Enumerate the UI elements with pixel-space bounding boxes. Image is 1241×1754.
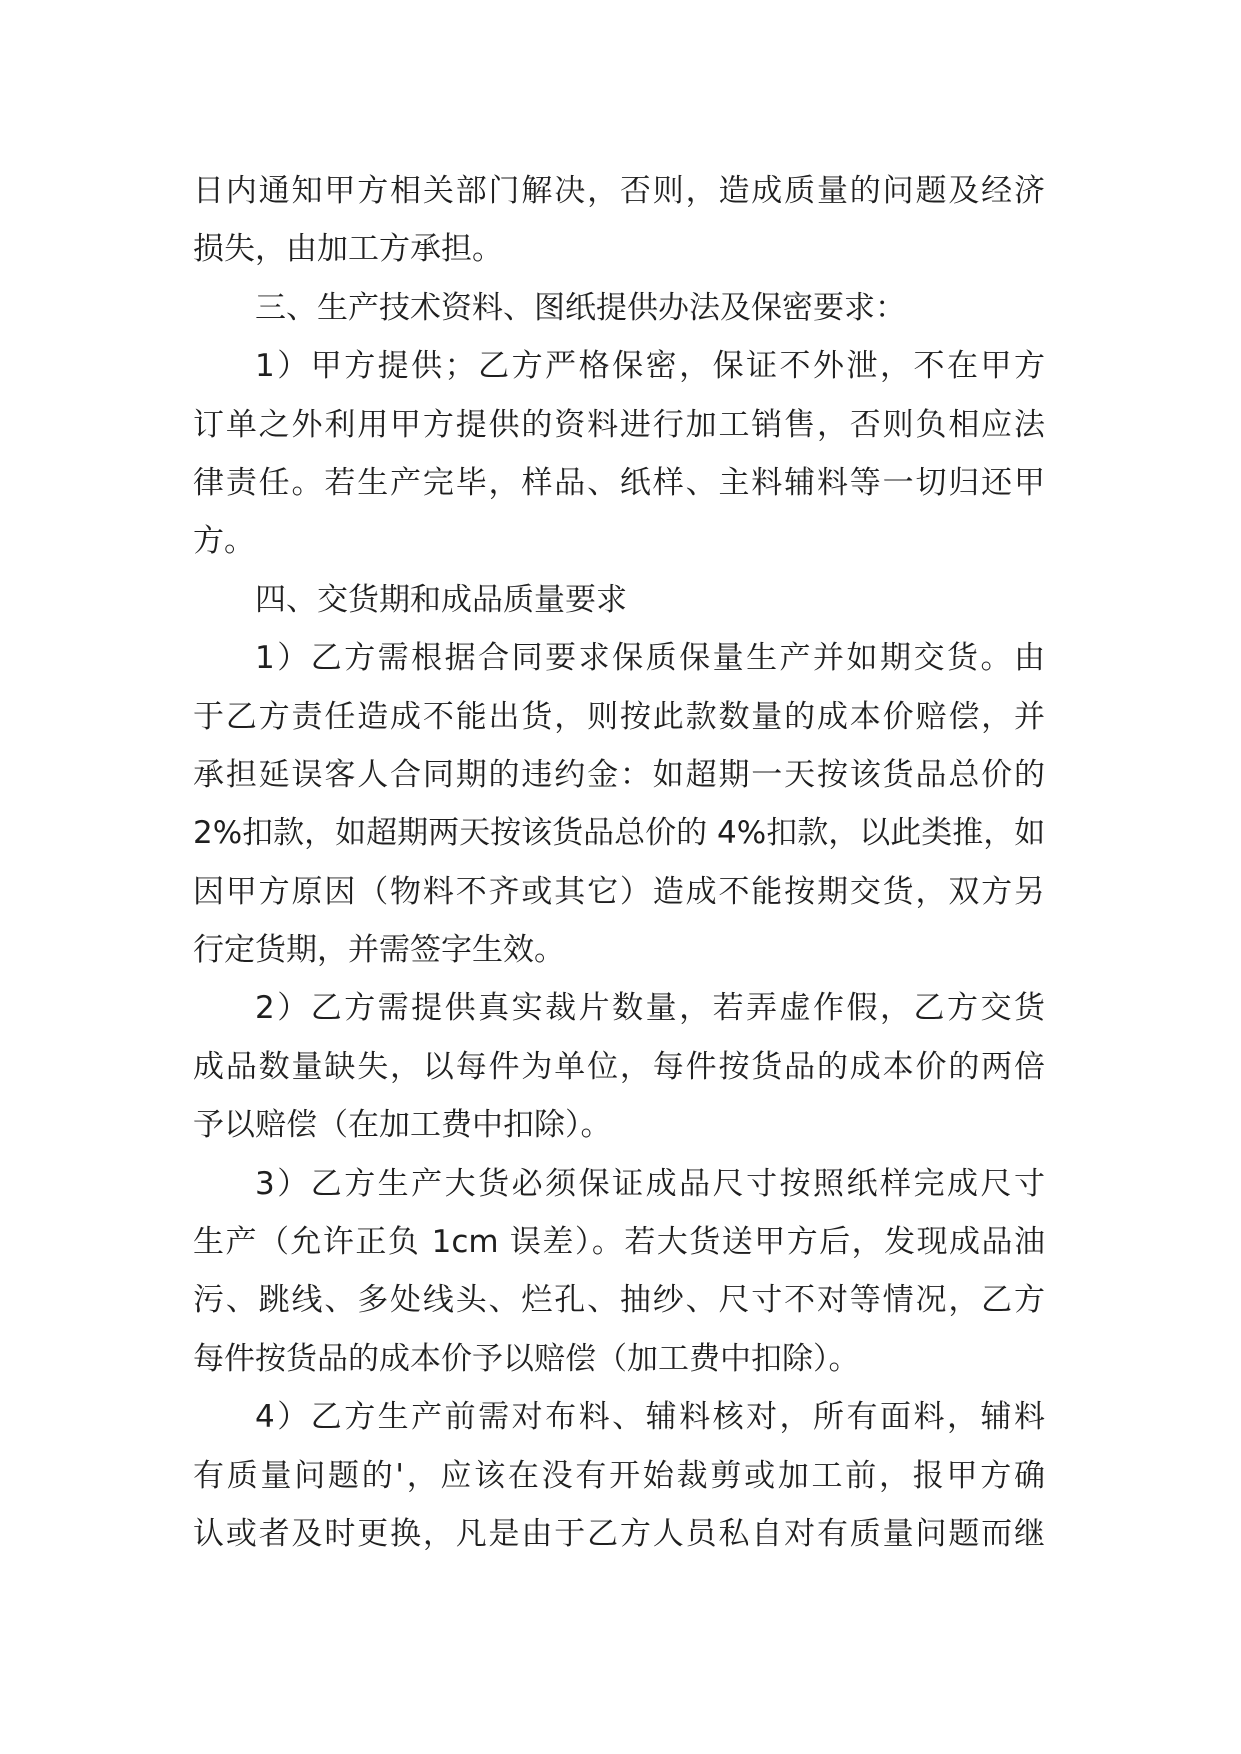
text-line: 于乙方责任造成不能出货，则按此款数量的成本价赔偿，并 xyxy=(193,698,1045,735)
text-line: 日内通知甲方相关部门解决，否则，造成质量的问题及经济 xyxy=(193,173,1045,209)
text-line: 1）甲方提供；乙方严格保密，保证不外泄，不在甲方 xyxy=(255,348,1045,385)
section-heading: 三、生产技术资料、图纸提供办法及保密要求： xyxy=(255,289,906,326)
text-line: 予以赔偿（在加工费中扣除）。 xyxy=(193,1107,612,1144)
text-line: 4）乙方生产前需对布料、辅料核对，所有面料，辅料 xyxy=(255,1399,1045,1436)
text-line: 因甲方原因（物料不齐或其它）造成不能按期交货，双方另 xyxy=(193,873,1045,910)
text-line: 订单之外利用甲方提供的资料进行加工销售，否则负相应法 xyxy=(193,406,1045,443)
text-line: 行定货期，并需签字生效。 xyxy=(193,932,565,969)
text-line: 认或者及时更换，凡是由于乙方人员私自对有质量问题而继 xyxy=(193,1515,1045,1552)
text-line: 1）乙方需根据合同要求保质保量生产并如期交货。由 xyxy=(255,640,1045,677)
text-line: 律责任。若生产完毕，样品、纸样、主料辅料等一切归还甲 xyxy=(193,464,1045,501)
text-line: 成品数量缺失，以每件为单位，每件按货品的成本价的两倍 xyxy=(193,1048,1045,1085)
section-heading: 四、交货期和成品质量要求 xyxy=(255,581,627,618)
text-line: 生产（允许正负 1cm 误差）。若大货送甲方后，发现成品油 xyxy=(193,1224,1045,1261)
document-body xyxy=(193,162,1045,1563)
text-line: 损失，由加工方承担。 xyxy=(193,231,503,268)
text-line: 2）乙方需提供真实裁片数量，若弄虚作假，乙方交货 xyxy=(255,990,1045,1027)
text-line: 每件按货品的成本价予以赔偿（加工费中扣除）。 xyxy=(193,1340,860,1377)
text-line: 2%扣款，如超期两天按该货品总价的 4%扣款，以此类推，如 xyxy=(193,815,1046,852)
text-line: 3）乙方生产大货必须保证成品尺寸按照纸样完成尺寸 xyxy=(255,1165,1045,1202)
text-line: 有质量问题的'，应该在没有开始裁剪或加工前，报甲方确 xyxy=(193,1457,1045,1494)
text-line: 方。 xyxy=(193,523,255,560)
text-line: 污、跳线、多处线头、烂孔、抽纱、尺寸不对等情况，乙方 xyxy=(193,1282,1045,1319)
text-line: 承担延误客人合同期的违约金：如超期一天按该货品总价的 xyxy=(193,756,1045,793)
